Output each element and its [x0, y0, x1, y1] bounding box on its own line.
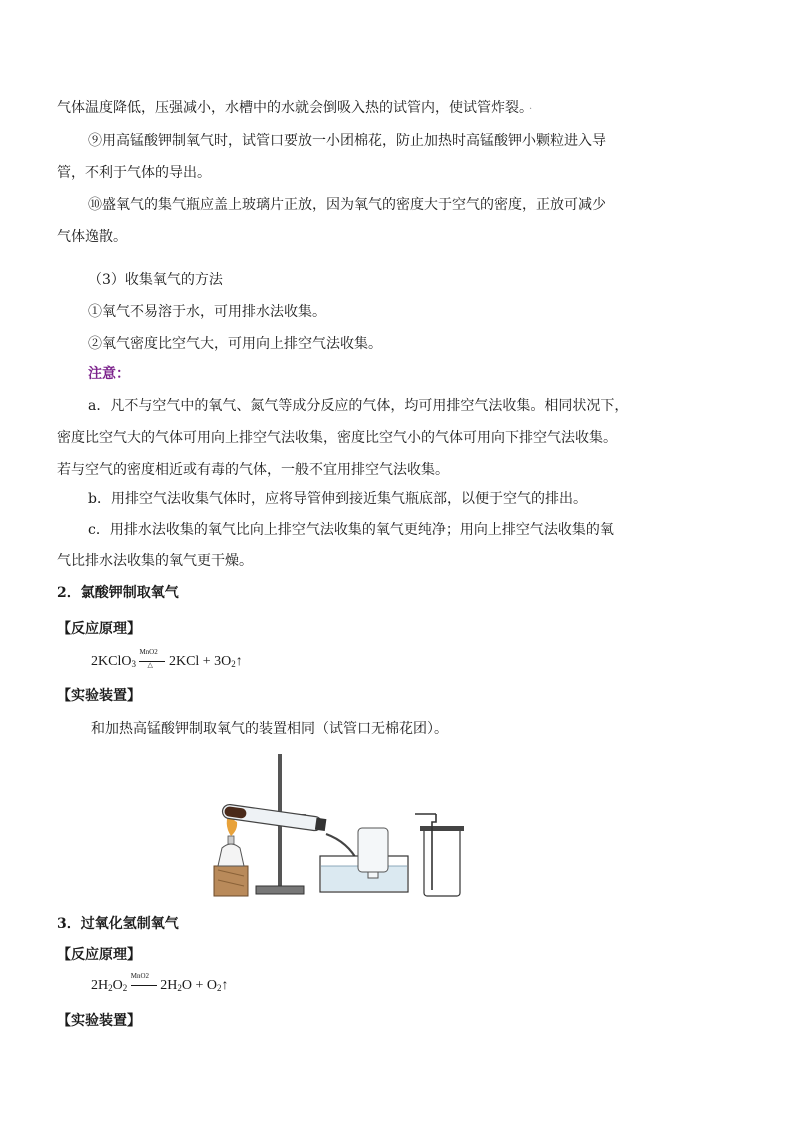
- note-c-line-2: 气比排水法收集的氧气更干燥。: [57, 553, 253, 569]
- note-label: 注意：: [88, 366, 130, 382]
- paragraph-cotton-2: 管，不利于气体的导出。: [57, 165, 211, 181]
- section-3-principle-label: 【反应原理】: [57, 947, 141, 963]
- collect-method-water: ①氧气不易溶于水，可用排水法收集。: [88, 304, 326, 320]
- oxygen-apparatus-diagram: [208, 752, 470, 900]
- stand-base: [256, 886, 304, 894]
- paragraph-backflow: 气体温度降低，压强减小，水槽中的水就会倒吸入热的试管内，使试管炸裂。 ·: [57, 100, 533, 116]
- section-2-title: 2．氯酸钾制取氧气: [57, 585, 179, 601]
- paragraph-bottle-1: ⑩盛氧气的集气瓶应盖上玻璃片正放，因为氧气的密度大于空气的密度，正放可减少: [88, 197, 606, 213]
- section-2-device-label: 【实验装置】: [57, 688, 141, 704]
- h2o2-equation: $2H_2O_2$ MnO2 $2H_2O$ + $O_2↑$: [91, 976, 229, 998]
- catalyst-heat-condition: MnO2 △: [139, 652, 165, 672]
- note-a-line-3: 若与空气的密度相近或有毒的气体，一般不宜用排空气法收集。: [57, 462, 449, 478]
- section-2-device-text: 和加热高锰酸钾制取氧气的装置相同（试管口无棉花团）。: [91, 721, 448, 737]
- collect-methods-title: （3）收集氧气的方法: [88, 272, 223, 288]
- note-a-line-1: a．凡不与空气中的氧气、氮气等成分反应的气体，均可用排空气法收集。相同状况下，: [88, 398, 629, 414]
- test-tube: [222, 804, 327, 832]
- section-3-device-label: 【实验装置】: [57, 1013, 141, 1029]
- paragraph-cotton-1: ⑨用高锰酸钾制氧气时，试管口要放一小团棉花，防止加热时高锰酸钾小颗粒进入导: [88, 133, 606, 149]
- kclo3-equation: 2KClO$_3$ MnO2 △ $2KCl + 3O_2↑$: [91, 652, 243, 674]
- note-a-line-2: 密度比空气大的气体可用向上排空气法收集，密度比空气小的气体可用向下排空气法收集。: [57, 430, 617, 446]
- glass-plate: [420, 826, 464, 831]
- section-2-principle-label: 【反应原理】: [57, 621, 141, 637]
- collect-method-upward: ②氧气密度比空气大，可用向上排空气法收集。: [88, 336, 382, 352]
- alcohol-lamp: [218, 844, 244, 866]
- note-c-line-1: c．用排水法收集的氧气比向上排空气法收集的氧气更纯净；用向上排空气法收集的氧: [88, 522, 614, 538]
- gas-collection-jar: [424, 828, 460, 896]
- note-b: b．用排空气法收集气体时，应将导管伸到接近集气瓶底部，以便于空气的排出。: [88, 491, 587, 507]
- section-3-title: 3．过氧化氢制氧气: [57, 916, 179, 932]
- collection-bottle: [358, 828, 388, 872]
- paragraph-bottle-2: 气体逸散。: [57, 229, 127, 245]
- catalyst-condition: MnO2: [131, 976, 157, 996]
